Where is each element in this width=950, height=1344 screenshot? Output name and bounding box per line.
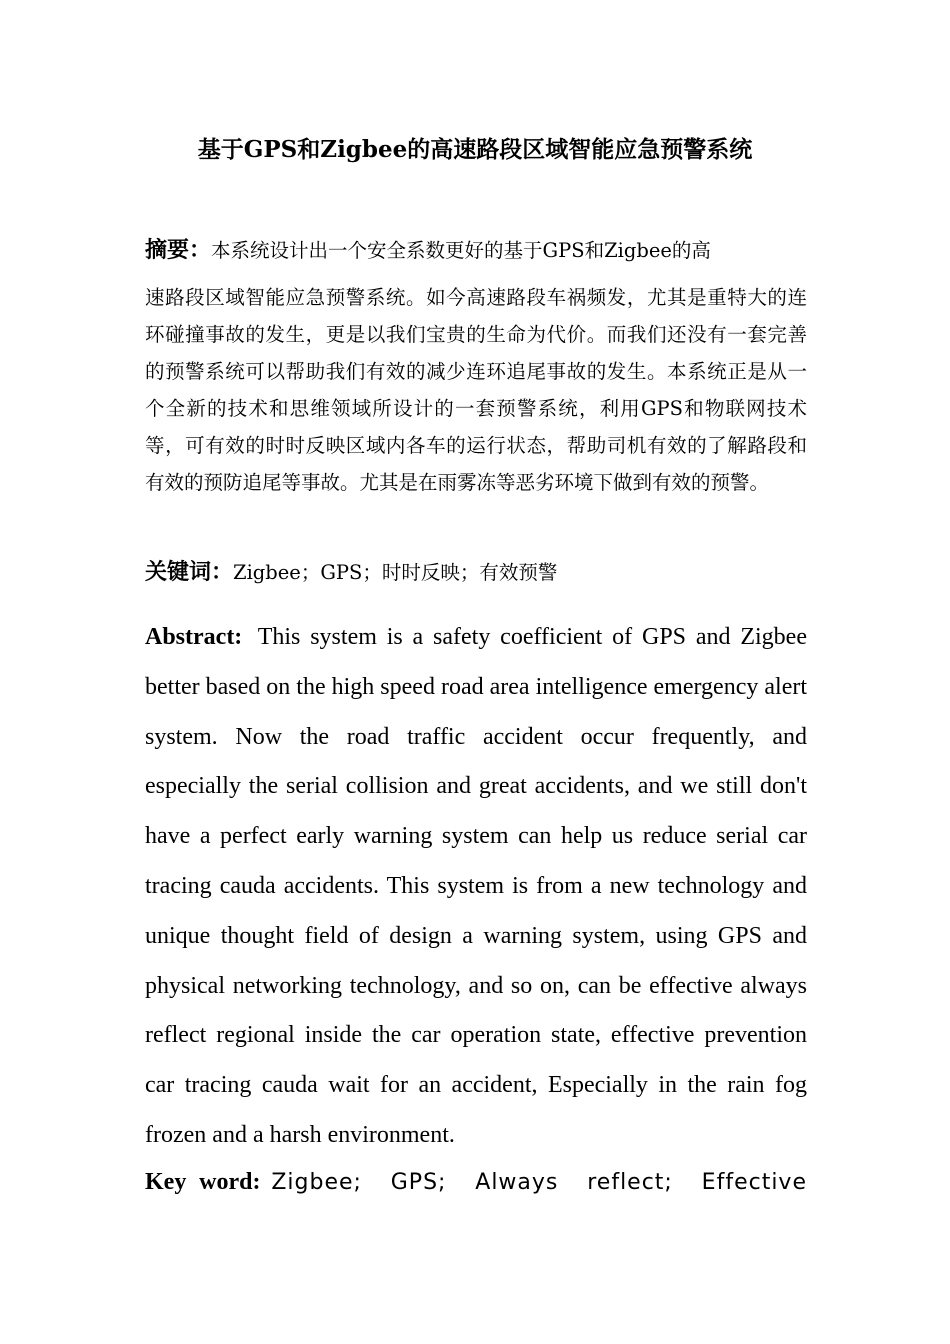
english-abstract-body: This system is a safety coefficient of GPS and Zigbee better based on the high speed road area intelligence emergency alert system. Now the road traffic accident occur frequently, and especially the serial collision and great accidents, and we still don't have a perfect early warning system can help us reduce serial car tracing cauda accidents. This system is from a new technology and unique thought field of design a warning system, using GPS and physical networking technology, and so on, can be effective always reflect regional inside the car operation state, effective prevention car tracing cauda wait for an accident, Especially in the rain fog frozen and a harsh environment. — [145, 624, 807, 1148]
english-keywords — [145, 1160, 807, 1207]
chinese-keywords-label: 关键词： — [145, 559, 234, 585]
english-keywords-label: Key word: — [145, 1169, 261, 1195]
english-abstract — [145, 613, 807, 1161]
chinese-abstract-label: 摘要： — [145, 237, 212, 263]
english-keywords-value: Zigbee; GPS; Always reflect; Effective — [271, 1170, 807, 1195]
paper-title: 基于GPS和Zigbee的高速路段区域智能应急预警系统 — [197, 136, 753, 163]
chinese-keywords-value: Zigbee；GPS；时时反映；有效预警 — [233, 561, 558, 584]
chinese-abstract-first-line — [145, 231, 807, 270]
chinese-abstract-body: 速路段区域智能应急预警系统。如今高速路段车祸频发，尤其是重特大的连环碰撞事故的发生，更是以我们宝贵的生命为代价。而我们还没有一套完善的预警系统可以帮助我们有效的减少连环追尾事故的发生。本系统正是从一个全新的技术和思维领域所设计的一套预警系统，利用GPS和物联网技术等，可有效的时时反映区域内各车的运行状态，帮助司机有效的了解路段和有效的预防追尾等事故。尤其是在雨雾冻等恶劣环境下做到有效的预警。 — [145, 286, 807, 494]
chinese-abstract — [145, 231, 807, 501]
chinese-abstract-first-text: 本系统设计出一个安全系数更好的基于GPS和Zigbee的高 — [211, 239, 711, 262]
chinese-keywords — [145, 554, 807, 591]
english-abstract-label: Abstract: — [145, 624, 243, 650]
